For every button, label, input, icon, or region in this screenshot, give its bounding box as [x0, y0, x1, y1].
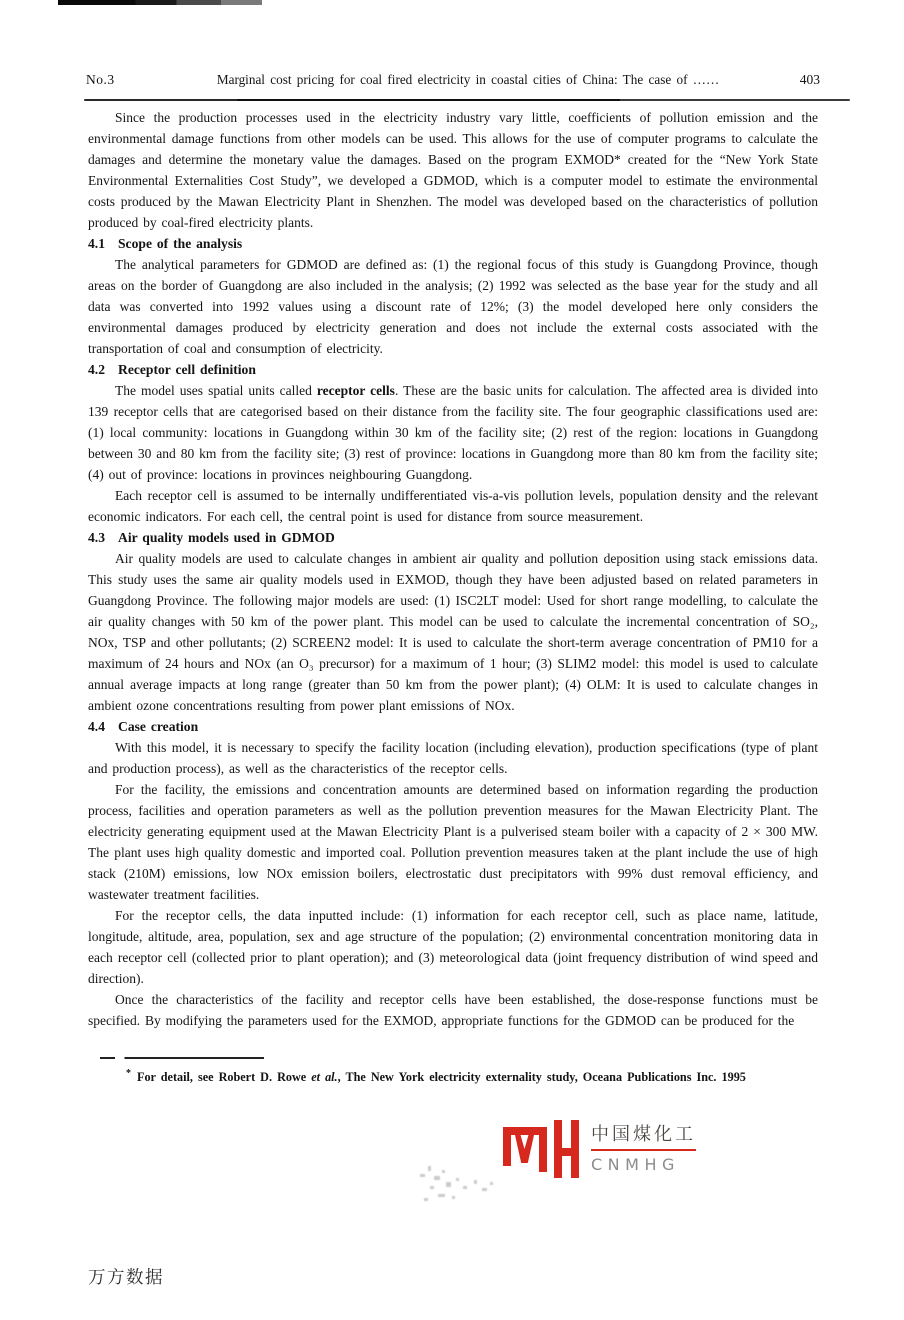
section-number: 4.2 [88, 362, 105, 377]
footnote-rule [100, 1057, 264, 1059]
section-heading-4-4 [88, 716, 818, 737]
running-title: Marginal cost pricing for coal fired electricity in coastal cities of China: The case of …… [216, 72, 720, 87]
running-header [86, 72, 820, 88]
smudge-specks [416, 1156, 516, 1208]
scan-smudge [416, 1156, 516, 1208]
section-heading-4-3 [88, 527, 818, 548]
paragraph-intro: Since the production processes used in the electricity industry vary little, coefficients of pollution emission and the environmental damage functions from other models can be used. This allows for the use of computer programs to calculate the damages and determine the monetary value the damages. Based on the program EXMOD* created for the “New York State Environmental Externalities Cost Study”, we developed a GDMOD, which is a computer model to estimate the environmental costs produced by the Mawan Electricity Plant in Shenzhen. The model was developed based on the characteristics of pollution produced by coal-fired electricity plants. [88, 110, 818, 230]
section-title: Air quality models used in GDMOD [118, 530, 335, 545]
footnote-marker: * [126, 1068, 131, 1079]
page-number: 403 [799, 72, 820, 87]
section-number: 4.1 [88, 236, 105, 251]
footnote-text: For detail, see Robert D. Rowe [137, 1070, 312, 1085]
section-number: 4.3 [88, 530, 105, 545]
header-rule [84, 99, 850, 101]
paragraph-air-quality-models: Air quality models are used to calculate changes in ambient air quality and pollution deposition using stack emissions data. This study uses the same air quality models used in EXMOD, though they have been adjusted based on related parameters in Guangdong Province. The following major models are used: (1) ISC2LT model: Used for short range modelling, to calculate the air quality changes with 50 km of the power plant. This model can be used to calculate the incremental concentration of SO₂, NOx, TSP and other pollutants; (2) SCREEN2 model: It is used to calculate the short-term average concentration of PM10 for a maximum of 24 hours and NOx (an O₃ precursor) for a maximum of 1 hour; (3) SLIM2 model: this model is used to calculate annual average impacts at long range (greater than 50 km from the power plant); (4) OLM: It is used to calculate changes in ambient ozone concentrations resulting from power plant emissions of NOx. [88, 551, 818, 713]
paragraph-case-creation-1: With this model, it is necessary to specify the facility location (including elevation), production specifications (type of plant and production process), as well as the characteristics of the receptor cells. [88, 740, 818, 776]
footnote [88, 1068, 818, 1085]
paragraph-text: . These are the basic units for calculation. The affected area is divided into 139 receptor cells that are categorised based on their distance from the facility site. The four geographic classifications used are: (1) local community: locations in Guangdong within 30 km of the facility site; (2) rest of the region: locations in Guangdong between 30 and 80 km from the facility site; (3) rest of province: locations in Guangdong more than 80 km from the facility site; (4) out of province: locations in provinces neighbouring Guangdong. [88, 383, 819, 482]
cnmhg-logo-icon [502, 1120, 580, 1189]
paragraph-case-creation-3: For the receptor cells, the data inputted include: (1) information for each receptor cell, such as place name, latitude, longitude, altitude, area, population, sex and age structure of the population; (2) environmental concentration monitoring data in each receptor cell (collected prior to plant operation); and (3) meteorological data (joint frequency distribution of wind speed and direction). [88, 908, 818, 986]
footnote-etal: et al. [311, 1070, 338, 1085]
footnote-text: , The New York electricity externality study, Oceana Publications Inc. 1995 [337, 1070, 746, 1085]
article-body [88, 107, 818, 1031]
paragraph-receptor-assumption: Each receptor cell is assumed to be internally undifferentiated vis-a-vis pollution levels, population density and the relevant economic indicators. For each cell, the central point is used for distance from source measurement. [88, 488, 818, 524]
journal-issue-number: No.3 [86, 72, 115, 87]
watermark-latin-title: CNMHG [591, 1155, 680, 1174]
section-title: Case creation [118, 719, 199, 734]
section-number: 4.4 [88, 719, 105, 734]
publisher-watermark [502, 1120, 696, 1189]
section-title: Scope of the analysis [118, 236, 243, 251]
paragraph-case-creation-2: For the facility, the emissions and concentration amounts are determined based on information regarding the production process, facilities and operation parameters as well as the pollution prevention measures for the Mawan Electricity Plant. The electricity generating equipment used at the Mawan Electricity Plant is a pulverised steam boiler with a capacity of 2 × 300 MW. The plant uses high quality domestic and imported coal. Pollution prevention measures taken at the plant include the use of high stack (210M) emissions, low NOx emission boilers, electrostatic dust precipitators with 99% dust removal efficiency, and wastewater treatment facilities. [88, 782, 818, 902]
watermark-text [591, 1120, 696, 1174]
paragraph-case-creation-4: Once the characteristics of the facility and receptor cells have been established, the dose-response functions must be specified. By modifying the parameters used for the EXMOD, appropriate functions for the GDMOD can be produced for the [88, 992, 818, 1028]
paragraph-text: The model uses spatial units called [115, 383, 317, 398]
section-heading-4-1 [88, 233, 818, 254]
paragraph-receptor-definition [88, 380, 818, 485]
receptor-cells-term: receptor cells [316, 383, 395, 398]
section-heading-4-2 [88, 359, 818, 380]
wanfang-data-brand: 万方数据 [88, 1268, 164, 1288]
watermark-chinese-title: 中国煤化工 [591, 1120, 696, 1151]
paragraph-scope: The analytical parameters for GDMOD are defined as: (1) the regional focus of this study is Guangdong Province, though areas on the border of Guangdong are also included in the analysis; (2) 1992 was selected as the base year for the study and all data was converted into 1992 values using a discount rate of 12%; (3) the model developed here only considers the environmental damages produced by electricity generation and does not include the external costs associated with the transportation of coal and consumption of electricity. [88, 257, 818, 356]
section-title: Receptor cell definition [118, 362, 256, 377]
scan-artifact-bar [58, 0, 262, 5]
